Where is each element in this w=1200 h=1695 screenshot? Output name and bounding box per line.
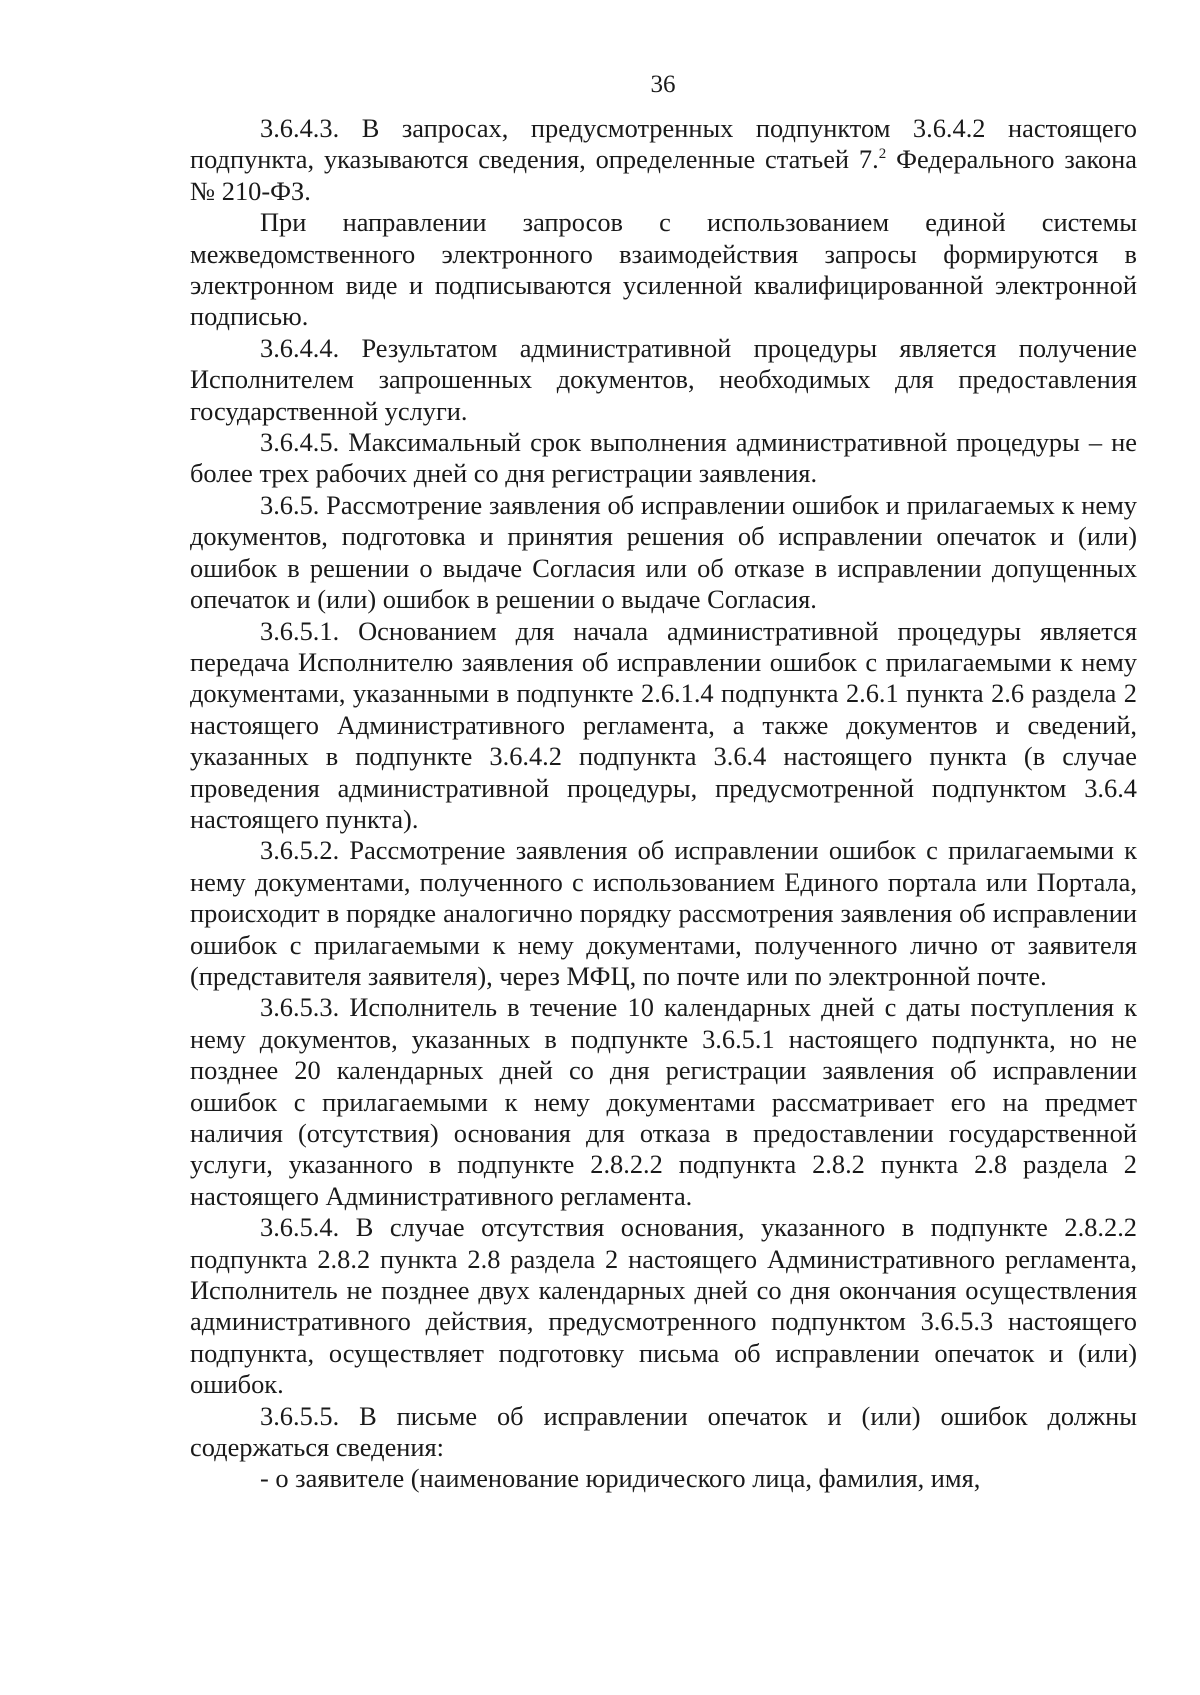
- page-number: 36: [650, 71, 676, 98]
- paragraph-3-6-4-4: 3.6.4.4. Результатом административной процедуры является получение Исполнителем запрошенных документов, необходимых для предоставления государственной услуги.: [190, 332, 1137, 426]
- paragraph-3-6-5-1: 3.6.5.1. Основанием для начала административной процедуры является передача Исполнителю заявления об исправлении ошибок с прилагаемыми к нему документами, указанными в подпункте 2.6.1.4 подпункта 2.6.1 пункта 2.6 раздела 2 настоящего Административного регламента, а также документов и сведений, указанных в подпункте 3.6.4.2 подпункта 3.6.4 настоящего пункта (в случае проведения административной процедуры, предусмотренной подпунктом 3.6.4 настоящего пункта).: [190, 615, 1137, 834]
- paragraph-3-6-5-4: 3.6.5.4. В случае отсутствия основания, указанного в подпункте 2.8.2.2 подпункта 2.8.2 пункта 2.8 раздела 2 настоящего Административного регламента, Исполнитель не позднее двух календарных дней со дня окончания осуществления административного действия, предусмотренного подпунктом 3.6.5.3 настоящего подпункта, осуществляет подготовку письма об исправлении опечаток и (или) ошибок.: [190, 1212, 1137, 1400]
- paragraph-text: 3.6.4.3. В запросах, предусмотренных подпунктом 3.6.4.2 настоящего подпункта, указываются сведения, определенные статьей 7.: [190, 113, 1137, 175]
- list-item-applicant: - о заявителе (наименование юридического лица, фамилия, имя,: [260, 1463, 981, 1494]
- superscript-footnote: 2: [878, 146, 887, 163]
- paragraph-3-6-5-2: 3.6.5.2. Рассмотрение заявления об исправлении ошибок с прилагаемыми к нему документами, полученного с использованием Единого портала или Портала, происходит в порядке аналогично порядку рассмотрения заявления об исправлении ошибок с прилагаемыми к нему документами, полученного лично от заявителя (представителя заявителя), через МФЦ, по почте или по электронной почте.: [190, 835, 1137, 991]
- paragraph-mev-requests: При направлении запросов с использованием единой системы межведомственного электронного взаимодействия запросы формируются в электронном виде и подписываются усиленной квалифицированной электронной подписью.: [190, 207, 1137, 332]
- paragraph-3-6-4-5: 3.6.4.5. Максимальный срок выполнения административной процедуры – не более трех рабочих дней со дня регистрации заявления.: [190, 427, 1137, 489]
- paragraph-3-6-4-3: [190, 113, 1137, 207]
- paragraph-3-6-5-5: 3.6.5.5. В письме об исправлении опечаток и (или) ошибок должны содержаться сведения:: [190, 1400, 1137, 1463]
- document-body: [190, 113, 1137, 1495]
- paragraph-3-6-5: 3.6.5. Рассмотрение заявления об исправлении ошибок и прилагаемых к нему документов, подготовка и принятия решения об исправлении опечаток и (или) ошибок в решении о выдаче Согласия или об отказе в исправлении допущенных опечаток и (или) ошибок в решении о выдаче Согласия.: [190, 489, 1137, 615]
- paragraph-3-6-5-3: 3.6.5.3. Исполнитель в течение 10 календарных дней с даты поступления к нему документов, указанных в подпункте 3.6.5.1 настоящего подпункта, но не позднее 20 календарных дней со дня регистрации заявления об исправлении ошибок с прилагаемыми к нему документами рассматривает его на предмет наличия (отсутствия) основания для отказа в предоставлении государственной услуги, указанного в подпункте 2.8.2.2 подпункта 2.8.2 пункта 2.8 раздела 2 настоящего Административного регламента.: [190, 992, 1137, 1211]
- paragraph-text: Федерального закона № 210-ФЗ.: [190, 144, 1137, 206]
